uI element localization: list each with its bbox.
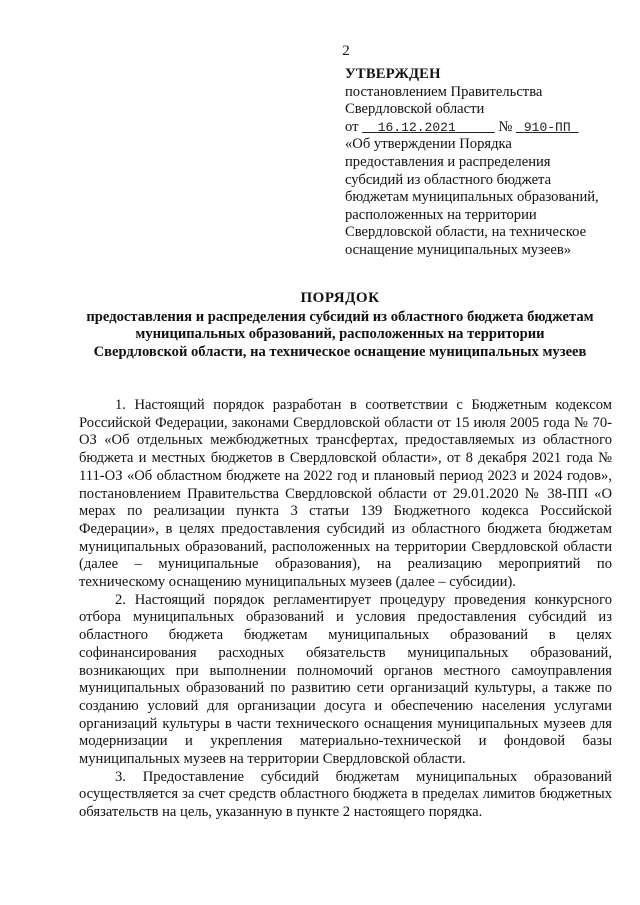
title-line: Свердловской области, на техническое оснащение муниципальных музеев	[93, 343, 587, 360]
paragraph-3: 3. Предоставление субсидий бюджетам муниципальных образований осуществляется за счет средств областного бюджета в пределах лимитов бюджетных обязательств на цель, указанную в пункте 2 настоящего порядка.	[79, 768, 612, 821]
document-body	[79, 397, 612, 822]
approval-title-line: расположенных на территории	[345, 206, 537, 223]
approval-line-1: постановлением Правительства	[345, 83, 543, 100]
approval-title-line: «Об утверждении Порядка	[345, 136, 512, 153]
number-value: 910-ПП	[523, 119, 571, 135]
document-title	[40, 290, 640, 361]
approval-heading: УТВЕРЖДЕН	[345, 66, 441, 82]
approval-stamp	[345, 66, 635, 260]
paragraph-1: 1. Настоящий порядок разработан в соответствии с Бюджетным кодексом Российской Федерации, законами Свердловской области от 15 июля 2005 года № 70-ОЗ «Об отдельных межбюджетных трансфертах, предоставляемых из областного бюджета и местных бюджетов в Свердловской области», от 8 декабря 2021 года № 111-ОЗ «Об областном бюджете на 2022 год и плановый период 2023 и 2024 годов», постановлением Правительства Свердловской области от 29.01.2020 № 38-ПП «О мерах по реализации пункта 3 статьи 139 Бюджетного кодекса Российской Федерации», в целях предоставления субсидий из областного бюджета бюджетам муниципальных образований, расположенных на территории Свердловской области (далее – муниципальные образования), на реализацию мероприятий по техническому оснащению муниципальных музеев (далее – субсидии).	[79, 397, 612, 591]
page-number: 2	[342, 43, 350, 59]
approval-title-line: субсидий из областного бюджета	[345, 171, 552, 188]
approval-title-line: Свердловской области, на техническое	[345, 224, 587, 241]
approval-line-2: Свердловской области	[345, 101, 485, 118]
approval-title-line: бюджетам муниципальных образований,	[345, 189, 599, 206]
paragraph-2: 2. Настоящий порядок регламентирует процедуру проведения конкурсного отбора муниципальных образований и условия предоставления субсидий из областного бюджета бюджетам муниципальных образований в целях софинансирования расходных обязательств муниципальных образований, возникающих при выполнении полномочий органов местного самоуправления муниципальных образований по развитию сети организаций культуры, а также по созданию условий для организации досуга и обеспечению населения услугами организаций культуры в части технического оснащения муниципальных музеев для модернизации и укрепления материально-технической и фондовой базы муниципальных музеев на территории Свердловской области.	[79, 591, 612, 768]
approval-date-line	[345, 119, 635, 137]
number-sign: №	[498, 118, 513, 135]
date-prefix: от	[345, 118, 359, 135]
date-value: 16.12.2021	[377, 119, 456, 135]
title-line: предоставления и распределения субсидий из областного бюджета бюджетам	[86, 308, 594, 325]
approval-title-line: предоставления и распределения	[345, 153, 551, 170]
title-line: муниципальных образований, расположенных на территории	[135, 326, 545, 342]
approval-title-line: оснащение муниципальных музеев»	[345, 241, 572, 258]
title-word: ПОРЯДОК	[300, 290, 380, 306]
